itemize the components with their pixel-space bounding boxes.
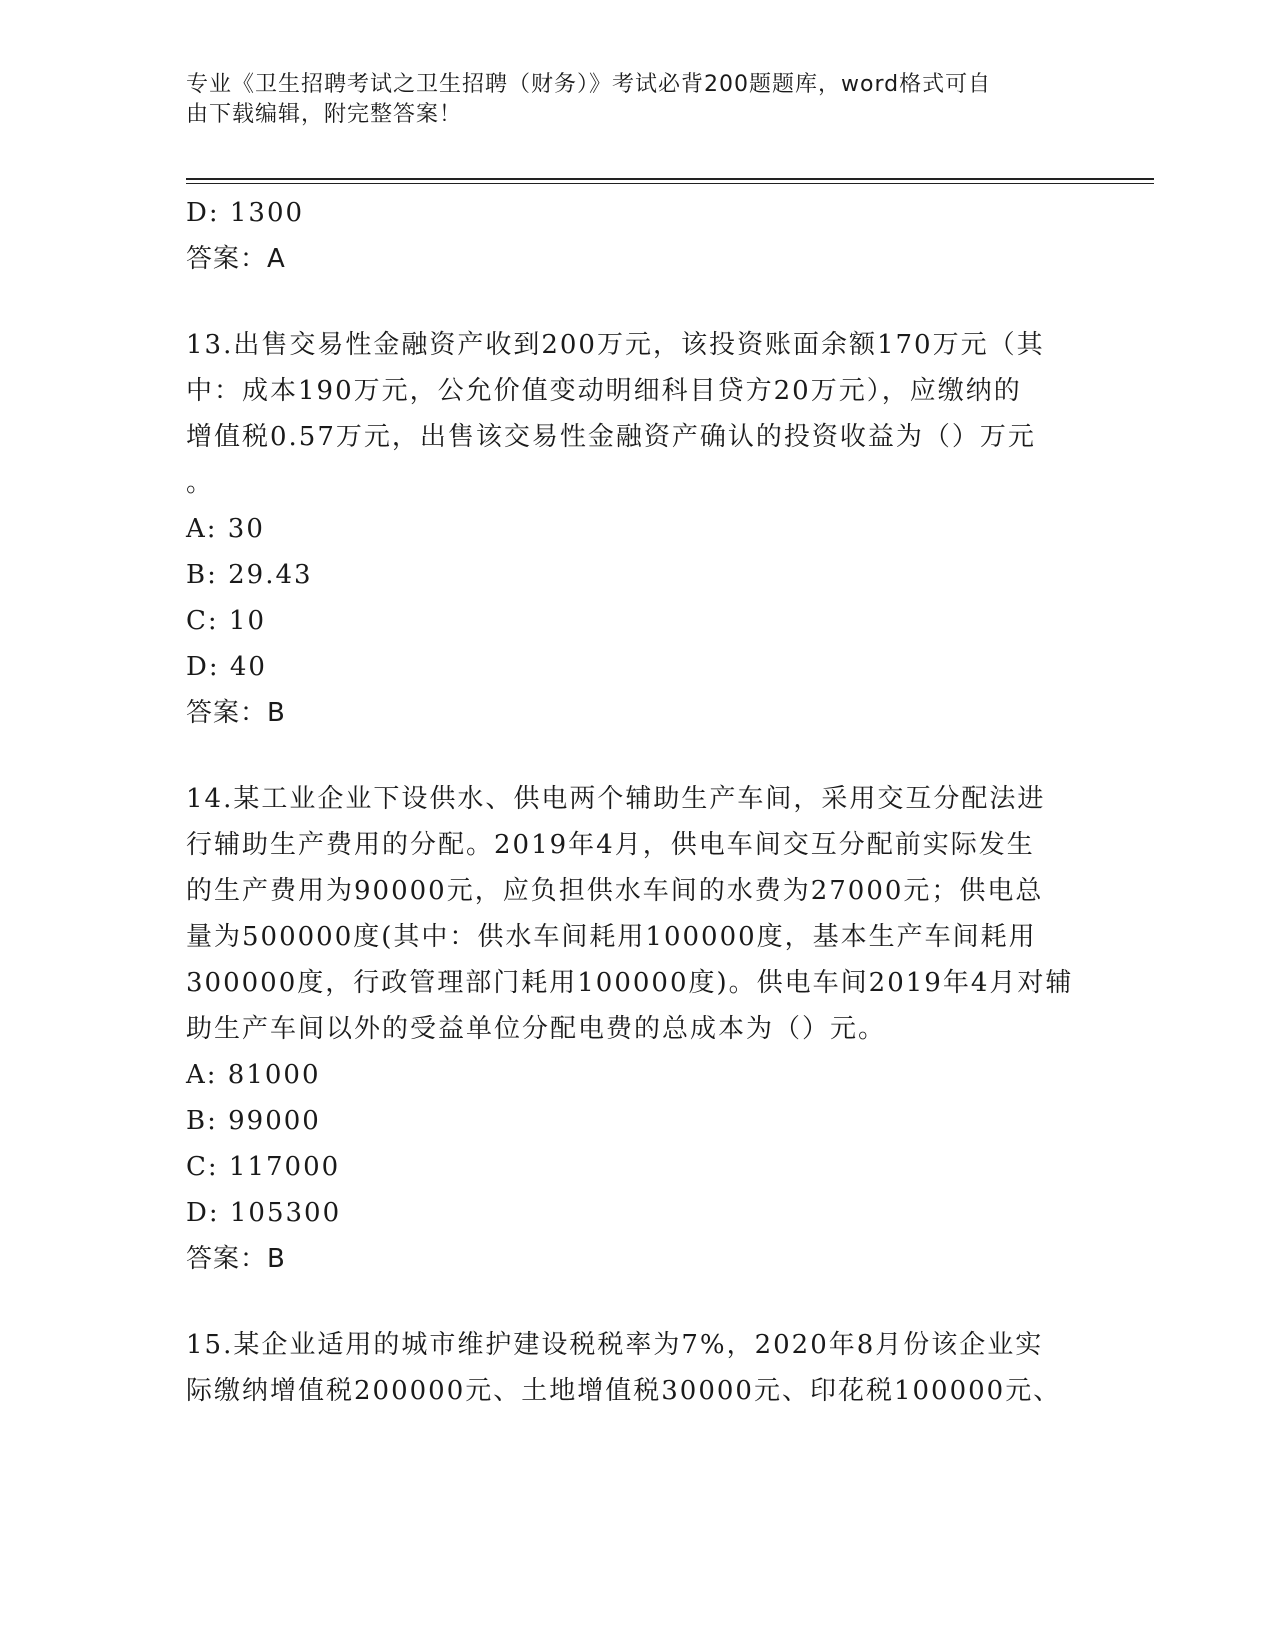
question-14-line: 300000度，行政管理部门耗用100000度)。供电车间2019年4月对辅 [186,968,1074,998]
question-13-line: 13.出售交易性金融资产收到200万元，该投资账面余额170万元（其 [186,330,1045,360]
question-13-option-d: D: 40 [186,652,267,682]
header-line-2: 由下载编辑，附完整答案！ [186,102,463,127]
question-14-option-d: D: 105300 [186,1198,342,1228]
document-header [186,70,1066,130]
question-13 [186,322,1086,736]
question-14-option-a: A: 81000 [186,1060,321,1090]
question-14-line: 量为500000度(其中：供水车间耗用100000度，基本生产车间耗用 [186,922,1037,952]
question-13-line: 。 [186,468,215,498]
question-14-line: 助生产车间以外的受益单位分配电费的总成本为（）元。 [186,1014,887,1044]
question-14-line: 的生产费用为90000元，应负担供水车间的水费为27000元；供电总 [186,876,1044,906]
question-13-option-c: C: 10 [186,606,267,636]
question-15 [186,1322,1086,1414]
question-14 [186,776,1086,1282]
question-15-line: 际缴纳增值税200000元、土地增值税30000元、印花税100000元、 [186,1376,1062,1406]
question-13-line: 增值税0.57万元，出售该交易性金融资产确认的投资收益为（）万元 [186,422,1036,452]
question-14-line: 14.某工业企业下设供水、供电两个辅助生产车间，采用交互分配法进 [186,784,1046,814]
question-14-option-b: B: 99000 [186,1106,321,1136]
document-body [186,190,1086,1414]
header-divider-thick [186,178,1154,180]
prev-option-d: D: 1300 [186,198,305,228]
header-divider-thin [186,183,1154,184]
question-13-answer: 答案：B [186,698,286,728]
question-13-option-b: B: 29.43 [186,560,313,590]
question-14-option-c: C: 117000 [186,1152,341,1182]
question-13-line: 中：成本190万元，公允价值变动明细科目贷方20万元），应缴纳的 [186,376,1022,406]
prev-answer: 答案：A [186,244,286,274]
question-13-option-a: A: 30 [186,514,265,544]
header-line-1: 专业《卫生招聘考试之卫生招聘（财务）》考试必背200题题库，word格式可自 [186,72,992,97]
question-14-line: 行辅助生产费用的分配。2019年4月，供电车间交互分配前实际发生 [186,830,1035,860]
question-15-line: 15.某企业适用的城市维护建设税税率为7%，2020年8月份该企业实 [186,1330,1044,1360]
question-14-answer: 答案：B [186,1244,286,1274]
